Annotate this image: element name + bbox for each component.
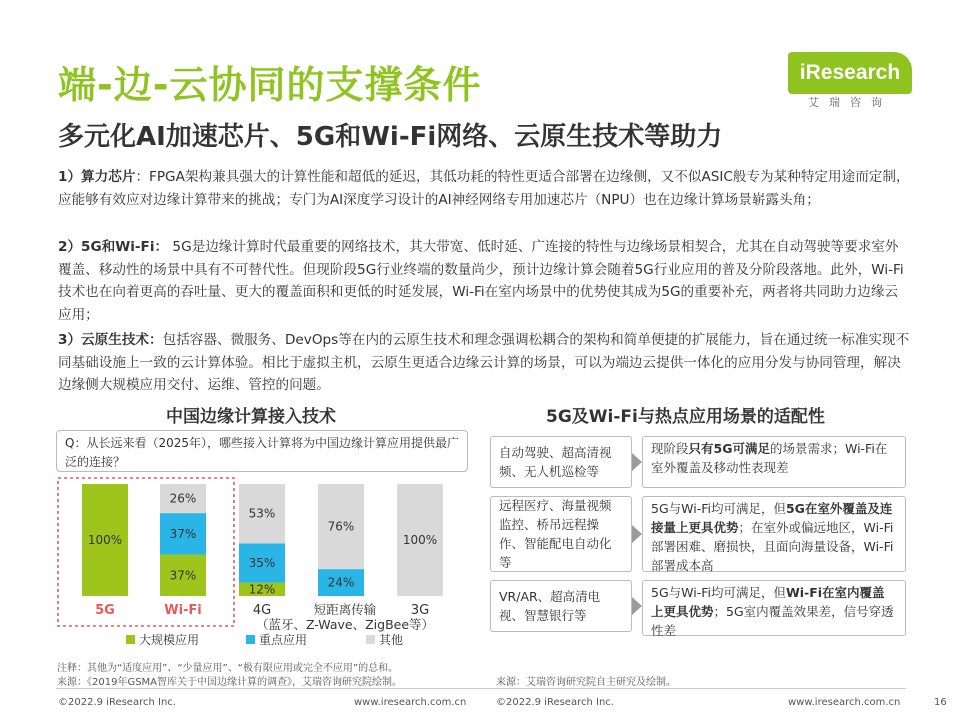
highlight-text: 5G在室外覆盖及连接量上更具优势 <box>651 501 893 535</box>
footer-url-right[interactable]: www.iresearch.com.cn <box>788 697 901 708</box>
data-label: 12% <box>248 582 276 597</box>
page-subtitle: 多元化AI加速芯片、5G和Wi-Fi网络、云原生技术等助力 <box>58 122 723 152</box>
stacked-bar-chart <box>56 474 476 660</box>
legend-label: 重点应用 <box>259 633 308 647</box>
data-label: 37% <box>169 526 197 541</box>
data-label: 37% <box>169 568 197 583</box>
paragraph-body: ：FPGA架构兼具强大的计算性能和超低的延迟，其低功耗的特性更适合部署在边缘侧，又不似ASIC般专为某种特定用途而定制，应能够有效应对边缘计算带来的挑战；专门为AI深度学习设计的AI神经网络专用加速芯片（NPU）也在边缘计算场景崭露头角； <box>58 169 910 208</box>
right-panel-title: 5G及Wi-Fi与热点应用场景的适配性 <box>546 407 825 427</box>
data-label: 53% <box>248 506 276 521</box>
paragraph-heading: 2）5G和Wi-Fi： <box>58 239 169 255</box>
detail-text: 现阶段 <box>651 441 689 456</box>
detail-text: ；5G室内覆盖效果差，信号穿透性差 <box>651 604 894 638</box>
page-number: 16 <box>934 697 947 708</box>
page-title: 端-边-云协同的支撑条件 <box>58 63 482 107</box>
detail-text: 的场景需求；Wi-Fi在室外覆盖及移动性表现差 <box>651 441 888 475</box>
legend-swatch <box>246 635 255 644</box>
scenario-detail-2 <box>642 496 906 572</box>
iresearch-logo <box>788 52 912 110</box>
legend-label: 大规模应用 <box>139 633 200 647</box>
footer-copyright-right: ©2022.9 iResearch Inc. <box>496 697 614 708</box>
paragraph-computing-chips <box>58 166 910 211</box>
detail-text: 5G与Wi-Fi均可满足，但 <box>651 585 786 600</box>
survey-question-box: Q：从长远来看（2025年），哪些接入计算将为中国边缘计算应用提供最广泛的连接？ <box>56 430 468 472</box>
data-label: 100% <box>87 533 123 547</box>
data-label: 100% <box>402 533 438 547</box>
data-label: 35% <box>248 555 276 570</box>
detail-text: ；在室外或偏远地区，Wi-Fi部署困难、磨损快，且面向海量设备，Wi-Fi部署成本高 <box>651 520 894 573</box>
scenario-detail-1 <box>642 436 906 488</box>
scenario-box-2: 远程医疗、海量视频监控、桥吊远程操作、智能配电自动化等 <box>490 496 632 572</box>
category-label: （蓝牙、Z-Wave、ZigBee等） <box>255 617 435 632</box>
detail-text: 5G与Wi-Fi均可满足，但 <box>651 501 786 516</box>
paragraph-heading: 1）算力芯片 <box>58 169 136 185</box>
category-label: 短距离传输 <box>313 602 377 617</box>
arrow-icon <box>632 453 642 471</box>
paragraph-heading: 3）云原生技术： <box>58 332 163 348</box>
category-label: 4G <box>252 603 272 618</box>
data-label: 24% <box>327 575 355 590</box>
chart-note: 注释：其他为“适度应用”、“少量应用”、“极有限应用或完全不应用”的总和。 <box>57 663 399 674</box>
legend-swatch <box>126 635 135 644</box>
category-label: Wi-Fi <box>164 603 202 618</box>
legend-label: 其他 <box>379 633 404 647</box>
right-panel-source: 来源：艾瑞咨询研究院自主研究及绘制。 <box>496 677 676 688</box>
arrow-icon <box>632 525 642 543</box>
data-label: 26% <box>169 491 197 506</box>
category-label: 5G <box>95 603 115 618</box>
paragraph-5g-wifi <box>58 236 910 326</box>
arrow-icon <box>632 597 642 615</box>
data-label: 76% <box>327 519 355 534</box>
chart-source: 来源：《2019年GSMA智库关于中国边缘计算的调查》，艾瑞咨询研究院绘制。 <box>57 677 403 688</box>
category-label: 3G <box>410 603 430 618</box>
footer-divider <box>56 688 906 689</box>
scenario-box-1: 自动驾驶、超高清视频、无人机巡检等 <box>490 436 632 488</box>
scenario-box-3: VR/AR、超高清电视、智慧银行等 <box>490 580 632 632</box>
scenario-detail-3 <box>642 580 906 636</box>
paragraph-cloud-native <box>58 329 910 397</box>
legend-swatch <box>366 635 375 644</box>
logo-wordmark: iResearch <box>788 52 912 94</box>
highlight-text: 只有5G可满足 <box>688 441 770 456</box>
highlight-text: Wi-Fi在室内覆盖上更具优势 <box>651 585 885 619</box>
paragraph-body: 包括容器、微服务、DevOps等在内的云原生技术和理念强调松耦合的架构和简单便捷的扩展能力，旨在通过统一标准实现不同基础设施上一致的云计算体验。相比于虚拟主机，云原生更适合边缘云计算的场景，可以为端边云提供一体化的应用分发与协同管理，解决边缘侧大规模应用交付、运维、管控的问题。 <box>58 332 910 393</box>
logo-subtext: 艾瑞咨询 <box>808 96 892 109</box>
footer-url-left[interactable]: www.iresearch.com.cn <box>354 697 467 708</box>
paragraph-body: 5G是边缘计算时代最重要的网络技术，其大带宽、低时延、广连接的特性与边缘场景相契合，尤其在自动驾驶等要求室外覆盖、移动性的场景中具有不可替代性。但现阶段5G行业终端的数量尚少，预计边缘计算会随着5G行业应用的普及分阶段落地。此外，Wi-Fi技术也在向着更高的吞吐量、更大的覆盖面积和更低的时延发展，Wi-Fi在室内场景中的优势使其成为5G的重要补充，两者将共同助力边缘云应用； <box>58 239 904 323</box>
left-chart-title: 中国边缘计算接入技术 <box>166 407 336 427</box>
footer-copyright-left: ©2022.9 iResearch Inc. <box>58 697 176 708</box>
